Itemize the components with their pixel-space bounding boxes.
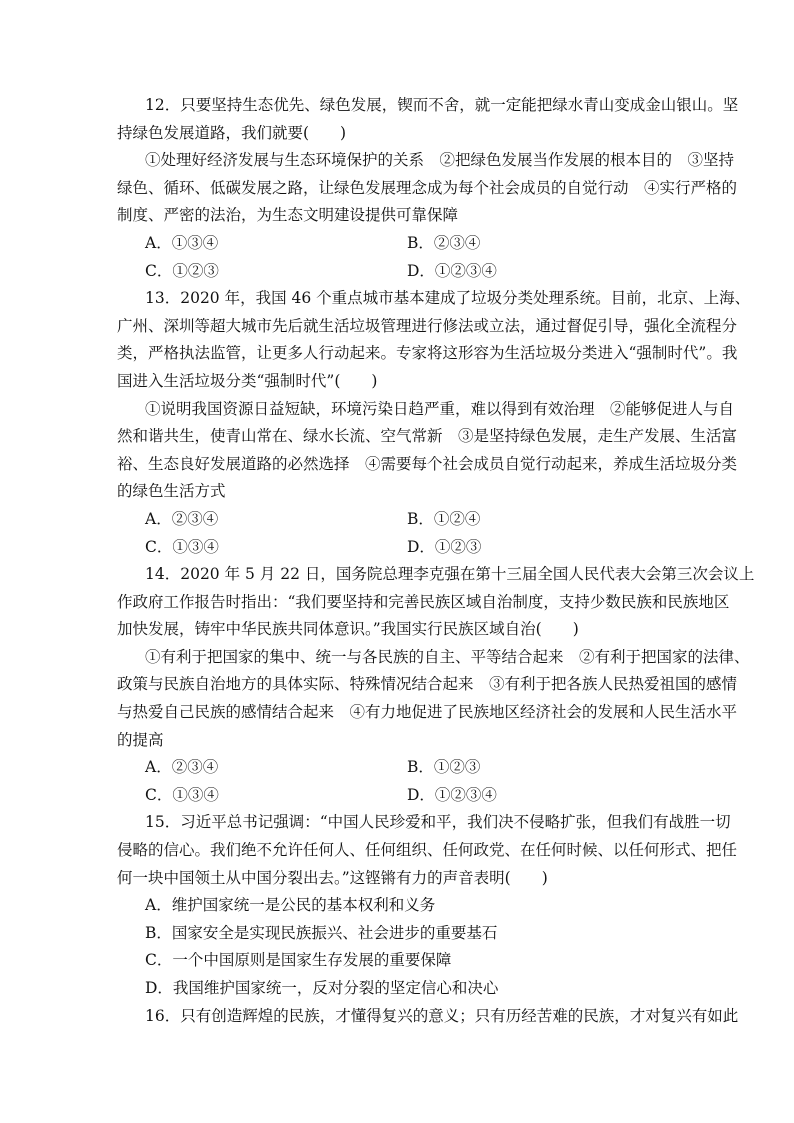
option-row [117, 782, 679, 810]
option-b[interactable]: B．国家安全是实现民族振兴、社会进步的重要基石 [145, 923, 498, 942]
statement-line: 裕、生态良好发展道路的必然选择 ④需要每个社会成员自觉行动起来，养成生活垃圾分类 [117, 454, 738, 473]
option-a[interactable]: A．维护国家统一是公民的基本权利和义务 [145, 896, 436, 915]
option-row [117, 754, 679, 782]
statement-line: 政策与民族自治地方的具体实际、特殊情况结合起来 ③有利于把各族人民热爱祖国的感情 [117, 675, 738, 694]
option-d[interactable]: D．①②③ [407, 537, 482, 556]
option-c[interactable]: C．①③④ [145, 537, 219, 556]
question-stem-line: 16．只有创造辉煌的民族，才懂得复兴的意义；只有历经苦难的民族，才对复兴有如此 [145, 1006, 739, 1025]
statement-line: ①说明我国资源日益短缺，环境污染日趋严重，难以得到有效治理 ②能够促进人与自 [145, 399, 735, 418]
option-d[interactable]: D．①②③④ [407, 261, 497, 280]
option-c[interactable]: C．①②③ [145, 261, 219, 280]
option-row [117, 506, 679, 534]
question-stem-line: 何一块中国领土从中国分裂出去。”这铿锵有力的声音表明( ) [117, 868, 548, 887]
question-stem-line: 侵略的信心。我们绝不允许任何人、任何组织、任何政党、在任何时候、以任何形式、把任 [117, 841, 738, 860]
question-stem-line: 持绿色发展道路，我们就要( ) [117, 123, 347, 142]
question-stem-line: 12．只要坚持生态优先、绿色发展，锲而不舍，就一定能把绿水青山变成金山银山。坚 [145, 96, 739, 114]
document-body [117, 92, 755, 1030]
option-row [117, 230, 679, 258]
option-a[interactable]: A．②③④ [145, 509, 219, 528]
option-c[interactable]: C．一个中国原则是国家生存发展的重要保障 [145, 951, 452, 970]
statement-line: 与热爱自己民族的感情结合起来 ④有力地促进了民族地区经济社会的发展和人民生活水平 [117, 703, 738, 722]
statement-line: 的绿色生活方式 [117, 482, 226, 501]
option-b[interactable]: B．①②④ [407, 509, 481, 528]
option-b[interactable]: B．②③④ [407, 233, 481, 252]
option-row [117, 534, 679, 562]
option-c[interactable]: C．①③④ [145, 785, 219, 804]
question-12 [117, 92, 739, 285]
question-13 [117, 285, 751, 561]
option-d[interactable]: D．①②③④ [407, 785, 497, 804]
question-stem-line: 广州、深圳等超大城市先后就生活垃圾管理进行修法或立法，通过督促引导，强化全流程分 [117, 316, 738, 335]
option-a[interactable]: A．②③④ [145, 758, 219, 777]
question-15 [117, 809, 738, 1002]
statement-line: 制度、严密的法治，为生态文明建设提供可靠保障 [117, 206, 459, 225]
question-stem-line: 14．2020 年 5 月 22 日，国务院总理李克强在第十三届全国人民代表大会第三次会议上 [145, 565, 755, 584]
statement-line: ①有利于把国家的集中、统一与各民族的自主、平等结合起来 ②有利于把国家的法律、 [145, 647, 750, 666]
statement-line: ①处理好经济发展与生态环境保护的关系 ②把绿色发展当作发展的根本目的 ③坚持 [145, 151, 735, 170]
option-a[interactable]: A．①③④ [145, 233, 219, 252]
question-stem-line: 作政府工作报告时指出：“我们要坚持和完善民族区域自治制度，支持少数民族和民族地区 [117, 592, 730, 611]
option-row [117, 258, 679, 286]
statement-line: 然和谐共生，使青山常在、绿水长流、空气常新 ③是坚持绿色发展，走生产发展、生活富 [117, 427, 738, 446]
question-14 [117, 561, 755, 809]
question-stem-line: 加快发展，铸牢中华民族共同体意识。”我国实行民族区域自治( ) [117, 620, 579, 639]
statement-line: 的提高 [117, 730, 164, 749]
question-stem-line: 国进入生活垃圾分类“强制时代”( ) [117, 371, 378, 390]
question-16 [117, 1003, 739, 1031]
option-d[interactable]: D．我国维护国家统一，反对分裂的坚定信心和决心 [145, 979, 499, 997]
question-stem-line: 13．2020 年，我国 46 个重点城市基本建成了垃圾分类处理系统。目前，北京、上海、 [145, 289, 751, 308]
question-stem-line: 类，严格执法监管，让更多人行动起来。专家将这形容为生活垃圾分类进入“强制时代”。我 [117, 344, 738, 363]
statement-line: 绿色、循环、低碳发展之路，让绿色发展理念成为每个社会成员的自觉行动 ④实行严格的 [117, 178, 738, 197]
question-stem-line: 15．习近平总书记强调：“中国人民珍爱和平，我们决不侵略扩张，但我们有战胜一切 [145, 813, 731, 832]
option-b[interactable]: B．①②③ [407, 758, 481, 777]
